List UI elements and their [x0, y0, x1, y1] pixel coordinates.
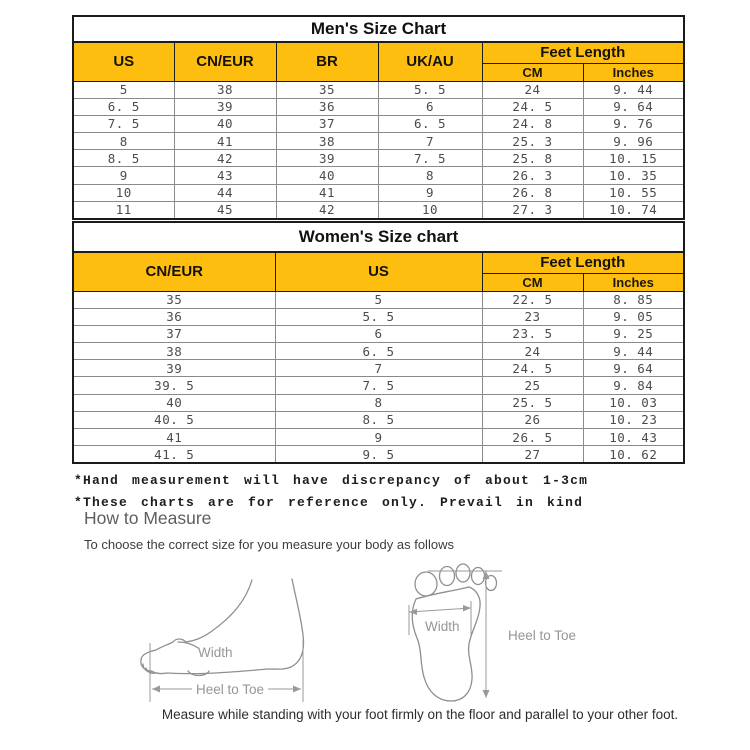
- size-cell: 5: [275, 291, 482, 308]
- size-cell: 24. 5: [482, 360, 583, 377]
- table-row: [73, 446, 684, 463]
- size-cell: 7: [275, 360, 482, 377]
- size-cell: 27. 3: [482, 201, 583, 218]
- width-label: Width: [198, 645, 233, 660]
- table-row: [73, 184, 684, 201]
- size-cell: 6: [378, 98, 482, 115]
- size-cell: 5. 5: [378, 81, 482, 98]
- heel-to-toe-label: Heel to Toe: [508, 628, 577, 643]
- size-cell: 26. 3: [482, 167, 583, 184]
- size-cell: 25. 3: [482, 133, 583, 150]
- top-foot-diagram: [395, 558, 610, 708]
- table-row: [73, 360, 684, 377]
- womens-feet-length-header: Feet Length: [482, 252, 684, 273]
- size-cell: 39: [276, 150, 378, 167]
- size-cell: 23: [482, 308, 583, 325]
- size-cell: 24: [482, 81, 583, 98]
- heel-to-toe-label: Heel to Toe: [195, 682, 265, 697]
- table-row: [73, 308, 684, 325]
- size-cell: 9. 44: [583, 343, 684, 360]
- size-cell: 9. 44: [583, 81, 684, 98]
- size-cell: 10. 35: [583, 167, 684, 184]
- table-row: [73, 377, 684, 394]
- size-cell: 6. 5: [378, 115, 482, 132]
- table-row: [73, 429, 684, 446]
- size-cell: 8. 85: [583, 291, 684, 308]
- table-row: [73, 16, 684, 42]
- size-cell: 41. 5: [73, 446, 275, 463]
- mens-col-header-ukau: UK/AU: [378, 42, 482, 81]
- size-cell: 23. 5: [482, 325, 583, 342]
- size-cell: 9. 05: [583, 308, 684, 325]
- size-cell: 9. 64: [583, 360, 684, 377]
- size-cell: 10. 55: [583, 184, 684, 201]
- size-cell: 41: [276, 184, 378, 201]
- width-label: Width: [425, 619, 460, 634]
- size-cell: 9. 25: [583, 325, 684, 342]
- size-cell: 8. 5: [275, 411, 482, 428]
- mens-col-header-us: US: [73, 42, 174, 81]
- arrowhead-left: [152, 686, 160, 693]
- womens-subheader-inches: Inches: [583, 273, 684, 291]
- mens-feet-length-header: Feet Length: [482, 42, 684, 63]
- size-cell: 37: [276, 115, 378, 132]
- size-cell: 39: [174, 98, 276, 115]
- toe-curls: [141, 660, 167, 674]
- how-to-measure-heading: How to Measure: [84, 508, 212, 528]
- womens-table-title: Women's Size chart: [73, 222, 684, 252]
- size-cell: 42: [174, 150, 276, 167]
- side-foot-diagram: [130, 555, 330, 707]
- table-row: [73, 291, 684, 308]
- size-cell: 22. 5: [482, 291, 583, 308]
- mens-col-header-br: BR: [276, 42, 378, 81]
- size-cell: 8: [275, 394, 482, 411]
- size-cell: 40: [73, 394, 275, 411]
- size-cell: 8: [73, 133, 174, 150]
- size-cell: 24: [482, 343, 583, 360]
- sole-line: [167, 669, 268, 674]
- arrowhead-right: [463, 605, 471, 612]
- size-cell: 8. 5: [73, 150, 174, 167]
- table-row: [73, 98, 684, 115]
- size-cell: 37: [73, 325, 275, 342]
- table-row: [73, 222, 684, 252]
- size-cell: 5: [73, 81, 174, 98]
- size-cell: 35: [276, 81, 378, 98]
- size-cell: 7: [378, 133, 482, 150]
- arrowhead-down: [483, 690, 490, 698]
- mens-col-header-cneur: CN/EUR: [174, 42, 276, 81]
- size-cell: 9. 5: [275, 446, 482, 463]
- size-cell: 24. 8: [482, 115, 583, 132]
- mens-subheader-cm: CM: [482, 63, 583, 81]
- table-row: [73, 394, 684, 411]
- size-cell: 10. 15: [583, 150, 684, 167]
- mens-size-table: [72, 15, 685, 220]
- size-cell: 40: [276, 167, 378, 184]
- table-row: [73, 133, 684, 150]
- size-cell: 39. 5: [73, 377, 275, 394]
- size-cell: 10. 23: [583, 411, 684, 428]
- size-cell: 5. 5: [275, 308, 482, 325]
- size-cell: 26. 5: [482, 429, 583, 446]
- size-cell: 7. 5: [73, 115, 174, 132]
- size-cell: 25. 5: [482, 394, 583, 411]
- size-cell: 26: [482, 411, 583, 428]
- size-cell: 41: [174, 133, 276, 150]
- arrowhead-right: [293, 686, 301, 693]
- table-row: [73, 201, 684, 218]
- foot-outline: [141, 580, 252, 660]
- size-cell: 38: [276, 133, 378, 150]
- size-cell: 36: [276, 98, 378, 115]
- size-cell: 10. 43: [583, 429, 684, 446]
- heel-outline: [268, 579, 304, 669]
- table-row: [73, 167, 684, 184]
- size-cell: 43: [174, 167, 276, 184]
- womens-col-header-us: US: [275, 252, 482, 291]
- size-cell: 9. 84: [583, 377, 684, 394]
- womens-subheader-cm: CM: [482, 273, 583, 291]
- toe: [440, 567, 455, 586]
- size-cell: 40: [174, 115, 276, 132]
- size-cell: 35: [73, 291, 275, 308]
- mens-table-title: Men's Size Chart: [73, 16, 684, 42]
- table-row: [73, 343, 684, 360]
- size-cell: 9. 96: [583, 133, 684, 150]
- size-cell: 10. 74: [583, 201, 684, 218]
- size-cell: 10. 62: [583, 446, 684, 463]
- size-cell: 9: [275, 429, 482, 446]
- size-cell: 6. 5: [73, 98, 174, 115]
- note-line: *Hand measurement will have discrepancy of about 1-3cm: [74, 473, 589, 488]
- size-cell: 10: [73, 184, 174, 201]
- size-cell: 10: [378, 201, 482, 218]
- table-row: [73, 325, 684, 342]
- width-leader-line: [178, 642, 198, 648]
- size-cell: 9. 64: [583, 98, 684, 115]
- footprint-outline: [412, 587, 480, 701]
- table-row: [73, 81, 684, 98]
- womens-size-table: [72, 221, 685, 464]
- size-cell: 8: [378, 167, 482, 184]
- toe: [456, 564, 470, 582]
- table-row: [73, 150, 684, 167]
- table-row: [73, 252, 684, 273]
- size-cell: 25. 8: [482, 150, 583, 167]
- size-cell: 9. 76: [583, 115, 684, 132]
- size-cell: 39: [73, 360, 275, 377]
- size-cell: 44: [174, 184, 276, 201]
- size-cell: 41: [73, 429, 275, 446]
- size-cell: 27: [482, 446, 583, 463]
- note-line: *These charts are for reference only. Prevail in kind: [74, 495, 584, 510]
- table-row: [73, 42, 684, 63]
- toe: [472, 568, 485, 585]
- mens-subheader-inches: Inches: [583, 63, 684, 81]
- size-cell: 9: [378, 184, 482, 201]
- size-cell: 25: [482, 377, 583, 394]
- measure-subtitle: To choose the correct size for you measure your body as follows: [84, 537, 454, 552]
- size-cell: 36: [73, 308, 275, 325]
- size-cell: 6. 5: [275, 343, 482, 360]
- table-row: [73, 411, 684, 428]
- size-cell: 10. 03: [583, 394, 684, 411]
- size-cell: 45: [174, 201, 276, 218]
- size-cell: 7. 5: [378, 150, 482, 167]
- size-cell: 11: [73, 201, 174, 218]
- size-cell: 6: [275, 325, 482, 342]
- big-toe: [415, 572, 437, 596]
- size-cell: 26. 8: [482, 184, 583, 201]
- size-cell: 38: [174, 81, 276, 98]
- size-cell: 42: [276, 201, 378, 218]
- size-cell: 38: [73, 343, 275, 360]
- size-cell: 24. 5: [482, 98, 583, 115]
- size-cell: 40. 5: [73, 411, 275, 428]
- table-row: [73, 115, 684, 132]
- measure-caption: Measure while standing with your foot firmly on the floor and parallel to your other foot.: [161, 707, 679, 722]
- width-arrow-line: [409, 608, 471, 612]
- size-cell: 9: [73, 167, 174, 184]
- womens-col-header-cneur: CN/EUR: [73, 252, 275, 291]
- size-cell: 7. 5: [275, 377, 482, 394]
